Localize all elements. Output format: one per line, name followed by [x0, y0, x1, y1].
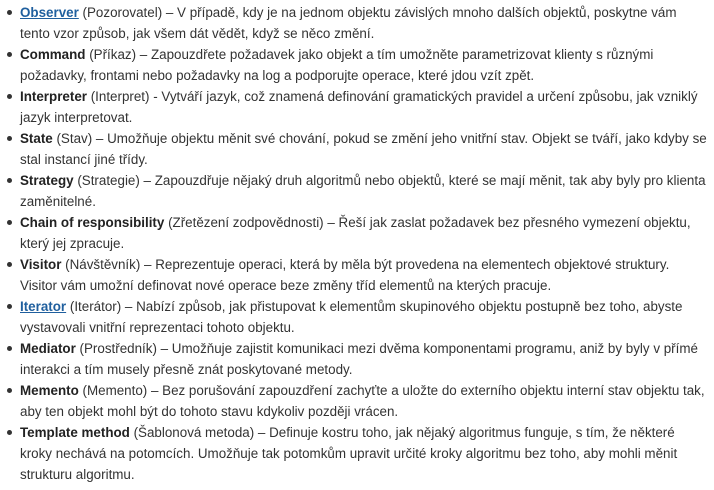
observer-czech-name: (Pozorovatel) [78, 5, 163, 20]
list-item-interpreter [0, 86, 714, 128]
command-description: – Zapouzdřete požadavek jako objekt a tím umožněte parametrizovat klienty s různými požadavky, frontami nebo požadavky na log a podporujte operace, které jdou vzít zpět. [20, 47, 654, 83]
strategy-description: – Zapouzdřuje nějaký druh algoritmů nebo objektů, které se mají měnit, tak aby byly pro klienta zaměnitelné. [20, 173, 706, 209]
list-item-strategy [0, 170, 714, 212]
mediator-name: Mediator [20, 341, 76, 356]
chain-of-responsibility-description: – Řeší jak zaslat požadavek bez přesného vymezení objektu, který jej zpracuje. [20, 215, 691, 251]
command-czech-name: (Příkaz) [85, 47, 137, 62]
iterator-description: – Nabízí způsob, jak přistupovat k elementům skupinového objektu postupně bez toho, abyste vystavovali vnitřní reprezentaci tohoto objektu. [20, 299, 683, 335]
visitor-description: – Reprezentuje operaci, která by měla být provedena na elementech objektové struktury. Visitor vám umožní definovat nové operace beze změny tříd elementů na kterých pracuje. [20, 257, 670, 293]
chain-of-responsibility-name: Chain of responsibility [20, 215, 165, 230]
visitor-name: Visitor [20, 257, 62, 272]
interpreter-name: Interpreter [20, 89, 87, 104]
strategy-name: Strategy [20, 173, 74, 188]
state-czech-name: (Stav) [52, 131, 93, 146]
memento-czech-name: (Memento) [78, 383, 148, 398]
mediator-czech-name: (Prostředník) [75, 341, 157, 356]
list-item-observer [0, 2, 714, 44]
template-method-name: Template method [20, 425, 130, 440]
list-item-mediator [0, 338, 714, 380]
strategy-czech-name: (Strategie) [73, 173, 140, 188]
list-item-memento [0, 380, 714, 422]
state-description: – Umožňuje objektu měnit své chování, pokud se změní jeho vnitřní stav. Objekt se tváří, jako kdyby se stal instancí jiné třídy. [20, 131, 707, 167]
interpreter-description: - Vytváří jazyk, což znamená definování gramatických pravidel a určení způsobu, jak vzniklý jazyk interpretovat. [20, 89, 698, 125]
list-item-state [0, 128, 714, 170]
memento-description: – Bez porušování zapouzdření zachyťte a uložte do externího objektu interní stav objektu tak, aby ten objekt mohl být do tohoto stavu kdykoliv později vrácen. [20, 383, 705, 419]
list-item-template-method [0, 422, 714, 485]
mediator-description: – Umožňuje zajistit komunikaci mezi dvěma komponentami programu, aniž by byly v přímé interakci a tím musely přesně znát poskytované metody. [20, 341, 698, 377]
visitor-czech-name: (Návštěvník) [61, 257, 141, 272]
memento-name: Memento [20, 383, 79, 398]
observer-link[interactable]: Observer [20, 5, 79, 20]
iterator-link[interactable]: Iterator [20, 299, 67, 314]
template-method-description: – Definuje kostru toho, jak nějaký algoritmus funguje, s tím, že některé kroky nechává na potomcích. Umožňuje tak potomkům upravit určité kroky algoritmu bez toho, aby mohli měnit strukturu algoritmu. [20, 425, 678, 482]
list-item-iterator [0, 296, 714, 338]
state-name: State [20, 131, 53, 146]
list-item-chain-of-responsibility [0, 212, 714, 254]
list-item-command [0, 44, 714, 86]
list-item-visitor [0, 254, 714, 296]
chain-of-responsibility-czech-name: (Zřetězení zodpovědnosti) [164, 215, 324, 230]
template-method-czech-name: (Šablonová metoda) [129, 425, 255, 440]
command-name: Command [20, 47, 86, 62]
iterator-czech-name: (Iterátor) [66, 299, 122, 314]
interpreter-czech-name: (Interpret) [86, 89, 150, 104]
observer-description: – V případě, kdy je na jednom objektu závislých mnoho dalších objektů, poskytne vám tento vzor způsob, jak všem dát vědět, když se něco změní. [20, 5, 677, 41]
